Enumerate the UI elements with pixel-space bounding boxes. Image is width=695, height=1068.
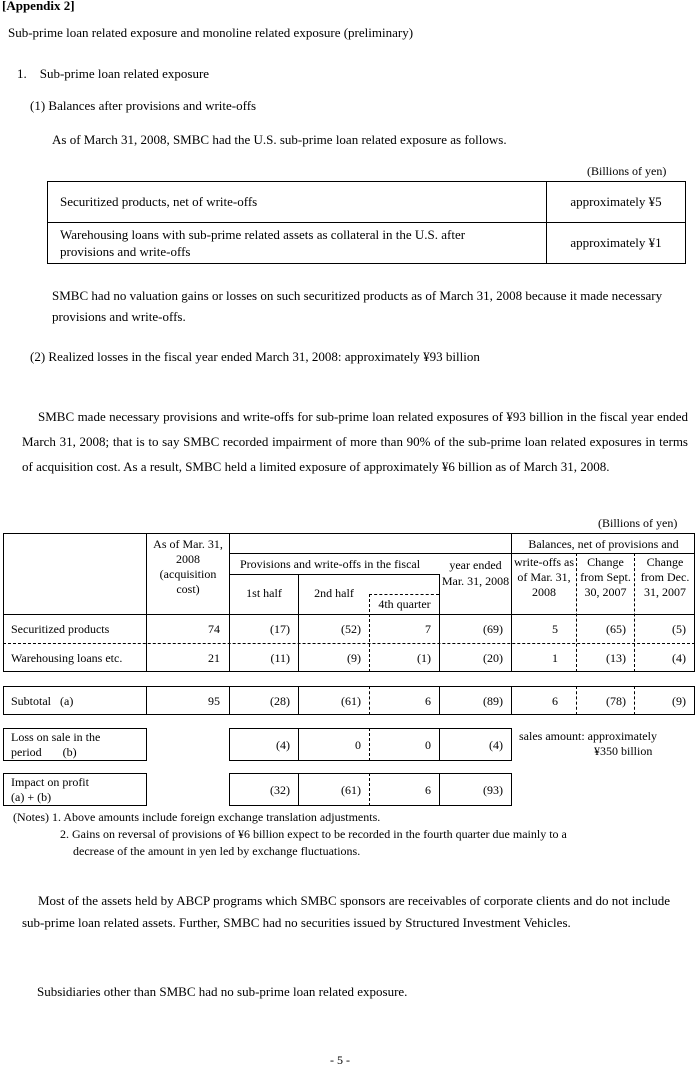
cell-year-ended: (69) [483,622,503,636]
cell-change-dec: (4) [672,651,686,665]
section-heading-1: 1. Sub-prime loan related exposure [17,66,210,81]
cell-year-ended: (89) [483,694,503,708]
table-row [48,223,686,264]
header-year-ended: year ended Mar. 31, 2008 [441,558,510,588]
sales-amount-note: sales amount: approximately [519,729,657,743]
cell-asof: 74 [208,622,220,636]
row-label-sub: (a) + (b) [11,790,52,804]
row-label: Securitized products [11,622,110,636]
cell-2nd-half: (61) [341,694,361,708]
cell-asof: 95 [208,694,220,708]
cell-4th-quarter: 6 [425,783,431,797]
cell-balance: 5 [552,622,558,636]
subsection-heading-1: (1) Balances after provisions and write-offs [30,98,257,113]
header-balances-sub: write-offs as of Mar. 31, 2008 [513,555,575,599]
header-provisions: Provisions and write-offs in the fiscal [240,557,421,571]
cell-year-ended: (93) [483,783,503,797]
header-2nd-half: 2nd half [314,586,354,600]
header-change-dec: Change from Dec. 31, 2007 [640,555,690,599]
cell-2nd-half: (52) [341,622,361,636]
cell-1st-half: (17) [270,622,290,636]
cell-change-dec: (5) [672,622,686,636]
note-2-cont: decrease of the amount in yen led by exchange fluctuations. [73,844,361,858]
header-balances: Balances, net of provisions and [528,537,679,551]
cell-4th-quarter: 7 [425,622,431,636]
cell-2nd-half: (9) [347,651,361,665]
cell-balance: 6 [552,694,558,708]
cell-1st-half: (28) [270,694,290,708]
table-row [48,182,686,223]
losses-paragraph: SMBC made necessary provisions and write-offs for sub-prime loan related exposures of ¥93 billion in the fiscal year ended March 31, 2008; that is to say SMBC recorded impairment of more than 90% of the sub-prime loan related exposures in terms of acquisition cost. As a result, SMBC held a limited exposure of approximately ¥6 billion as of March 31, 2008. [22,409,688,474]
sales-amount-value: ¥350 billion [594,744,653,758]
row-label: Impact on profit [11,775,89,789]
header-asof: As of Mar. 31, 2008 (acquisition cost) [153,537,223,596]
cell-balance: 1 [552,651,558,665]
row-label: Warehousing loans with sub-prime related assets as collateral in the U.S. after provisions and write-offs [48,223,547,264]
header-change-sept: Change from Sept. 30, 2007 [580,555,631,599]
cell-4th-quarter: 0 [425,738,431,752]
cell-year-ended: (20) [483,651,503,665]
abcp-paragraph: Most of the assets held by ABCP programs which SMBC sponsors are receivables of corporate clients and do not include sub-prime loan related assets. Further, SMBC had no securities issued by Structured Investment Vehicles. [22,893,670,930]
subsidiaries-paragraph: Subsidiaries other than SMBC had no sub-prime loan related exposure. [37,984,408,999]
note-1: (Notes) 1. Above amounts include foreign exchange translation adjustments. [13,810,381,824]
row-value: approximately ¥1 [547,223,686,264]
cell-change-dec: (9) [672,694,686,708]
cell-1st-half: (11) [270,651,290,665]
cell-change-sept: (78) [606,694,626,708]
cell-2nd-half: (61) [341,783,361,797]
document-title: Sub-prime loan related exposure and monoline related exposure (preliminary) [8,25,414,40]
unit-label-2: (Billions of yen) [598,516,678,530]
page-number: - 5 - [330,1053,350,1067]
cell-change-sept: (13) [606,651,626,665]
row-label: Subtotal (a) [11,694,74,708]
cell-1st-half: (4) [276,738,290,752]
cell-2nd-half: 0 [355,738,361,752]
header-4th-quarter: 4th quarter [378,597,431,611]
cell-asof: 21 [208,651,220,665]
row-label: Loss on sale in the [11,730,101,744]
cell-4th-quarter: (1) [417,651,431,665]
no-gains-paragraph: SMBC had no valuation gains or losses on such securitized products as of March 31, 2008 because it made necessary provisions and write-offs. [52,288,663,324]
appendix-label: [Appendix 2] [2,0,75,13]
cell-1st-half: (32) [270,783,290,797]
row-value: approximately ¥5 [547,182,686,223]
cell-year-ended: (4) [489,738,503,752]
unit-label-1: (Billions of yen) [587,164,667,178]
subsection-heading-2: (2) Realized losses in the fiscal year ended March 31, 2008: approximately ¥93 billion [30,349,480,364]
cell-change-sept: (65) [606,622,626,636]
row-label-sub: period (b) [11,745,77,759]
row-label: Securitized products, net of write-offs [48,182,547,223]
note-2: 2. Gains on reversal of provisions of ¥6 billion expect to be recorded in the fourth quarter due mainly to a [60,827,567,841]
row-label: Warehousing loans etc. [11,651,123,665]
exposure-table [47,181,686,264]
intro-text: As of March 31, 2008, SMBC had the U.S. sub-prime loan related exposure as follows. [52,132,507,147]
cell-4th-quarter: 6 [425,694,431,708]
header-1st-half: 1st half [246,586,282,600]
